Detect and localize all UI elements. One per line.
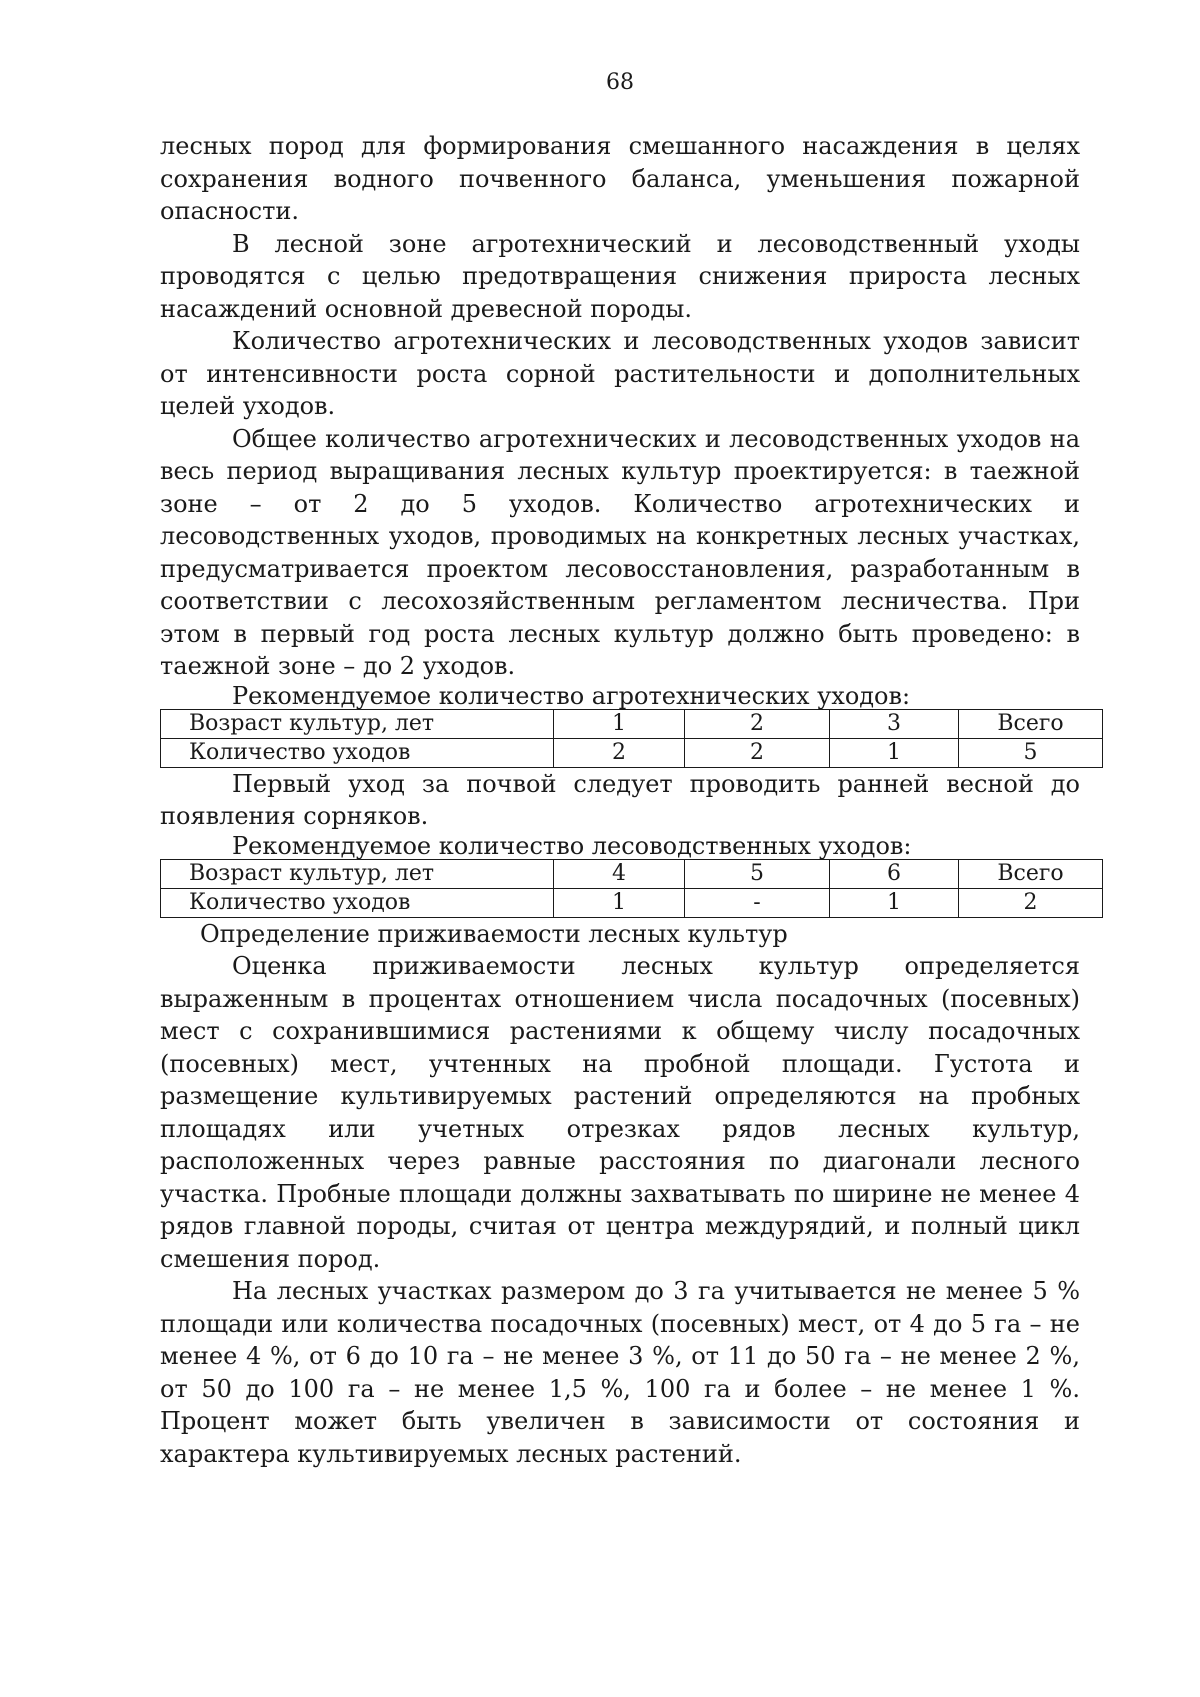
table-caption-agrotechnical: Рекомендуемое количество агротехнических уходов: xyxy=(232,681,911,710)
table-cell: Всего xyxy=(959,709,1103,738)
paragraph: Общее количество агротехнических и лесоводственных уходов на весь период выращивания лесных культур проектируется: в таежной зоне – от 2 до 5 уходов. Количество агротехнических и лесоводственных уходов, проводимых на конкретных лесных участках, предусматривается проектом лесовосстановления, разработанным в соответствии с лесохозяйственным регламентом лесничества. При этом в первый год роста лесных культур должно быть проведено: в таежной зоне – до 2 уходов. xyxy=(160,424,1080,680)
table-cell: - xyxy=(685,888,830,917)
table-cell: 2 xyxy=(685,738,830,767)
paragraph: На лесных участках размером до 3 га учитывается не менее 5 % площади или количества посадочных (посевных) мест, от 4 до 5 га – не менее 4 %, от 6 до 10 га – не менее 3 %, от 11 до 50 га – не менее 2 %, от 50 до 100 га – не менее 1,5 %, 100 га и более – не менее 1 %. Процент может быть увеличен в зависимости от состояния и характера культивируемых лесных растений. xyxy=(160,1277,1080,1468)
table-row xyxy=(161,888,1103,917)
paragraph: Оценка приживаемости лесных культур определяется выраженным в процентах отношением числа посадочных (посевных) мест с сохранившимися растениями к общему числу посадочных (посевных) мест, учтенных на пробной площади. Густота и размещение культивируемых растений определяются на пробных площадях или учетных отрезках рядов лесных культур, расположенных через равные расстояния по диагонали лесного участка. Пробные площади должны захватывать по ширине не менее 4 рядов главной породы, считая от центра междурядий, и полный цикл смешения пород. xyxy=(160,952,1080,1273)
paragraph-continuation: лесных пород для формирования смешанного насаждения в целях сохранения водного почвенного баланса, уменьшения пожарной опасности. xyxy=(160,132,1080,225)
paragraph: В лесной зоне агротехнический и лесоводственный уходы проводятся с целью предотвращения снижения прироста лесных насаждений основной древесной породы. xyxy=(160,229,1080,323)
table-cell: Возраст культур, лет xyxy=(161,709,554,738)
table-cell: Всего xyxy=(959,859,1103,888)
table-cell: Возраст культур, лет xyxy=(161,859,554,888)
table-caption-silvicultural: Рекомендуемое количество лесоводственных уходов: xyxy=(232,831,912,860)
table-cell: 2 xyxy=(959,888,1103,917)
table-cell: 4 xyxy=(554,859,685,888)
table-cell: 2 xyxy=(554,738,685,767)
table-cell: 3 xyxy=(830,709,959,738)
table-cell: Количество уходов xyxy=(161,738,554,767)
table-cell: 6 xyxy=(830,859,959,888)
table-row xyxy=(161,738,1103,767)
section-heading: Определение приживаемости лесных культур xyxy=(200,919,788,948)
paragraph: Первый уход за почвой следует проводить ранней весной до появления сорняков. xyxy=(160,769,1080,830)
table-cell: 1 xyxy=(554,709,685,738)
table-cell: 1 xyxy=(830,888,959,917)
table-cell: Количество уходов xyxy=(161,888,554,917)
table-row xyxy=(161,859,1103,888)
document-body xyxy=(160,130,1080,1470)
silvicultural-care-table xyxy=(160,859,1103,918)
table-cell: 5 xyxy=(685,859,830,888)
agrotechnical-care-table xyxy=(160,709,1103,768)
table-cell: 2 xyxy=(685,709,830,738)
table-cell: 5 xyxy=(959,738,1103,767)
table-cell: 1 xyxy=(830,738,959,767)
table-cell: 1 xyxy=(554,888,685,917)
paragraph: Количество агротехнических и лесоводственных уходов зависит от интенсивности роста сорной растительности и дополнительных целей уходов. xyxy=(160,327,1080,420)
page-number: 68 xyxy=(606,70,634,95)
table-row xyxy=(161,709,1103,738)
